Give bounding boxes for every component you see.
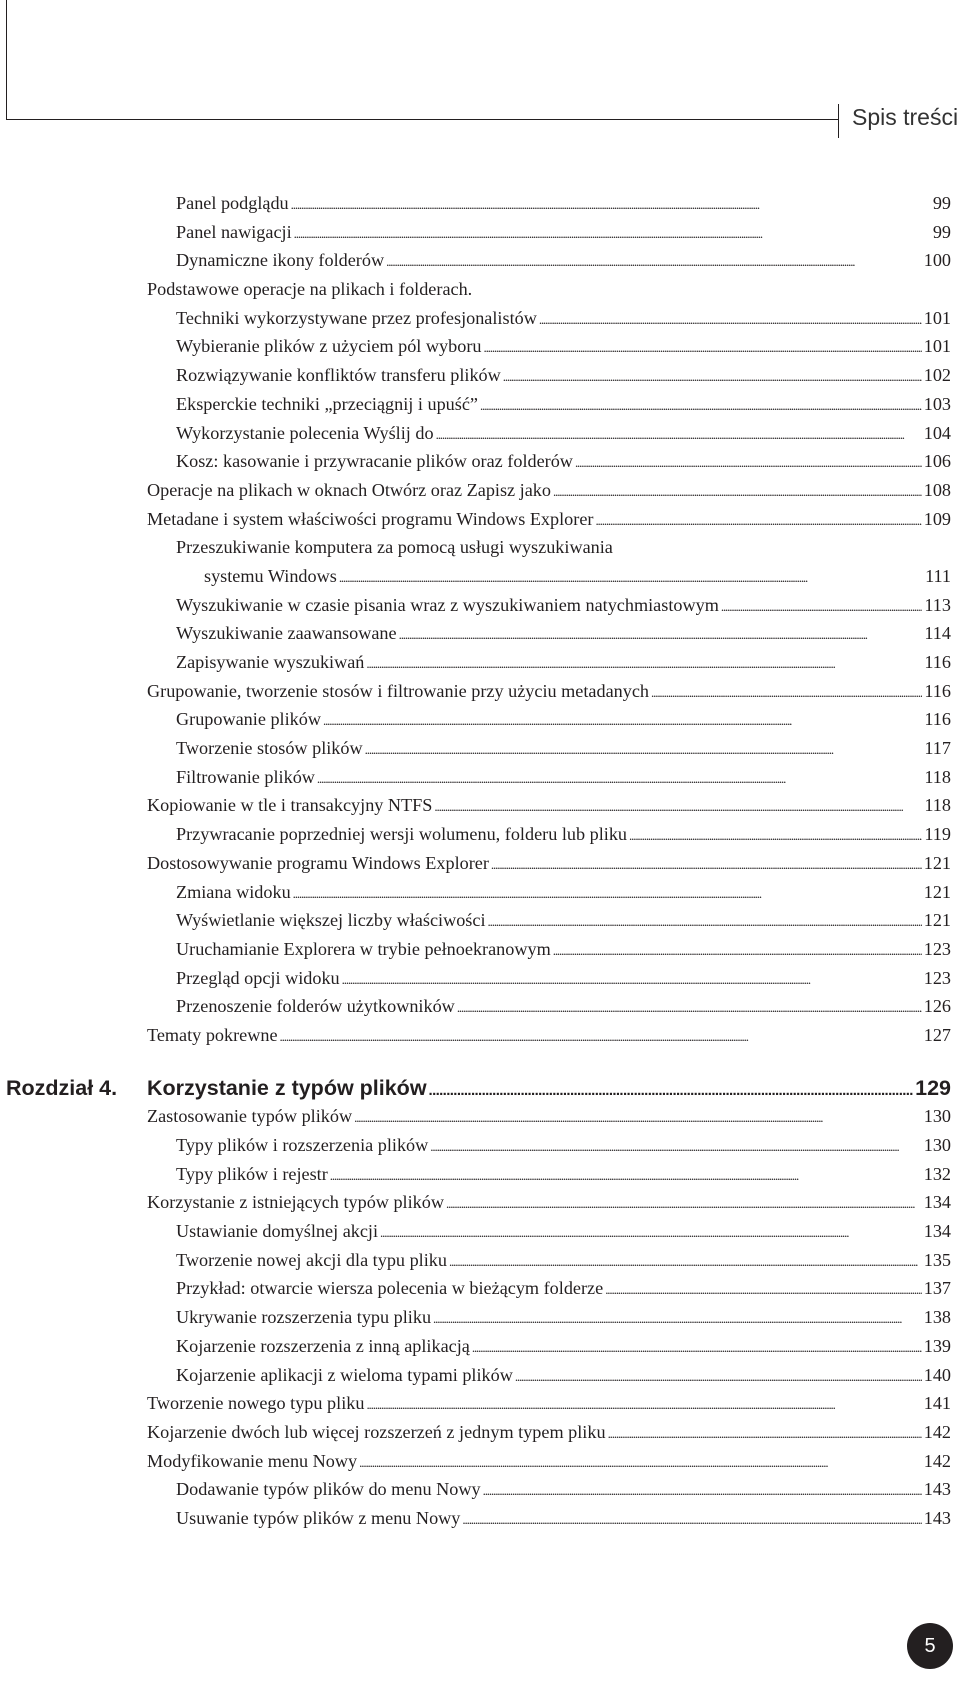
toc-row	[0, 1361, 960, 1390]
dot-leader	[462, 1504, 921, 1535]
toc-entry[interactable]	[176, 1160, 951, 1191]
toc-entry-page: 108	[923, 479, 951, 500]
toc-entry-title: Podstawowe operacje na plikach i folderach.	[147, 279, 473, 300]
toc-entry-page: 99	[932, 221, 951, 242]
toc-entry-page: 121	[923, 910, 951, 931]
toc-row	[0, 419, 960, 448]
toc-row	[0, 878, 960, 907]
toc-entry-page: 137	[923, 1278, 951, 1299]
toc-entry-page: 103	[923, 393, 951, 414]
dot-leader	[515, 1361, 922, 1392]
toc-entry-page: 121	[923, 881, 951, 902]
page-number-badge: 5	[907, 1623, 953, 1669]
dot-leader	[446, 1188, 922, 1219]
toc-entry-page: 104	[923, 422, 951, 443]
table-of-contents	[0, 189, 960, 1533]
toc-entry-title: Wykorzystanie polecenia Wyślij do	[176, 422, 434, 443]
toc-row	[0, 189, 960, 218]
toc-entry-title: Typy plików i rejestr	[176, 1163, 328, 1184]
toc-entry-page: 141	[923, 1393, 951, 1414]
dot-leader	[433, 1303, 922, 1334]
dot-leader	[429, 1074, 914, 1106]
toc-entry-page: 142	[923, 1421, 951, 1442]
toc-entry-page: 116	[924, 652, 951, 672]
toc-entry-page: 101	[923, 336, 951, 357]
toc-entry-title: Panel podglądu	[176, 193, 289, 213]
toc-entry-title: Tworzenie nowej akcji dla typu pliku	[176, 1249, 447, 1270]
toc-row	[0, 591, 960, 620]
toc-entry-page: 134	[923, 1192, 951, 1213]
toc-entry[interactable]	[176, 619, 951, 650]
toc-entry-page: 118	[924, 766, 951, 787]
dot-leader	[483, 332, 921, 363]
toc-row	[0, 505, 960, 534]
dot-leader	[359, 1447, 922, 1478]
toc-row	[0, 1303, 960, 1332]
toc-entry[interactable]	[147, 275, 951, 304]
toc-entry[interactable]	[176, 304, 951, 335]
toc-entry[interactable]	[204, 562, 951, 593]
toc-entry[interactable]	[176, 734, 951, 765]
toc-entry-title: Wyszukiwanie w czasie pisania wraz z wyszukiwaniem natychmiastowym	[176, 594, 719, 615]
toc-entry-title: Zmiana widoku	[176, 881, 291, 902]
toc-entry[interactable]	[176, 218, 951, 249]
toc-entry[interactable]	[176, 878, 951, 909]
dot-leader	[608, 1418, 922, 1449]
toc-entry[interactable]	[147, 677, 951, 708]
dot-leader	[472, 1332, 922, 1363]
toc-row	[0, 246, 960, 275]
dot-leader	[293, 878, 922, 909]
toc-entry[interactable]	[176, 820, 951, 851]
toc-entry-page: 116	[924, 680, 951, 701]
toc-entry-title: Dostosowywanie programu Windows Explorer	[147, 852, 489, 873]
dot-leader	[294, 218, 931, 249]
toc-entry[interactable]	[176, 1303, 951, 1334]
header-rule-vertical	[6, 0, 7, 120]
toc-entry-page: 140	[923, 1364, 951, 1385]
toc-entry-page: 114	[924, 623, 951, 644]
toc-row	[0, 1074, 960, 1103]
toc-entry[interactable]	[147, 1447, 951, 1478]
toc-row	[0, 1217, 960, 1246]
chapter-entry[interactable]	[147, 1074, 951, 1106]
toc-entry-page: 130	[923, 1106, 951, 1127]
dot-leader	[553, 935, 922, 966]
toc-entry-title: Modyfikowanie menu Nowy	[147, 1450, 358, 1471]
toc-row	[0, 1418, 960, 1447]
toc-entry-page: 121	[923, 852, 951, 873]
toc-entry-title: Przykład: otwarcie wiersza polecenia w bieżącym folderze	[176, 1278, 604, 1299]
toc-entry[interactable]	[147, 1389, 951, 1420]
toc-entry-title: Kopiowanie w tle i transakcyjny NTFS	[147, 795, 433, 816]
toc-row	[0, 361, 960, 390]
toc-entry[interactable]	[176, 906, 951, 937]
toc-entry[interactable]	[176, 189, 951, 220]
toc-entry[interactable]	[176, 361, 951, 392]
toc-row	[0, 964, 960, 993]
toc-row	[0, 763, 960, 792]
toc-entry[interactable]	[176, 447, 951, 478]
toc-entry[interactable]	[176, 1217, 951, 1248]
toc-entry-title: Kosz: kasowanie i przywracanie plików oraz folderów	[176, 451, 573, 472]
toc-entry-title: Przenoszenie folderów użytkowników	[176, 996, 455, 1017]
toc-entry-page: 138	[923, 1307, 951, 1328]
toc-row	[0, 275, 960, 304]
section-title: Spis treści	[852, 104, 959, 130]
toc-row	[0, 332, 960, 361]
toc-row	[0, 992, 960, 1021]
toc-row	[0, 1131, 960, 1160]
dot-leader	[480, 390, 922, 421]
toc-entry-page: 123	[923, 938, 951, 959]
toc-entry-title: Operacje na plikach w oknach Otwórz oraz Zapisz jako	[147, 479, 551, 500]
dot-leader	[380, 1217, 922, 1248]
toc-entry-page: 142	[923, 1450, 951, 1471]
toc-row	[0, 1102, 960, 1131]
toc-entry-title: Dynamiczne ikony folderów	[176, 250, 385, 271]
toc-entry-title: Wyszukiwanie zaawansowane	[176, 623, 397, 644]
toc-row	[0, 1389, 960, 1418]
toc-row	[0, 1504, 960, 1533]
toc-row	[0, 849, 960, 878]
toc-row	[0, 734, 960, 763]
dot-leader	[339, 562, 923, 593]
dot-leader	[430, 1131, 921, 1162]
toc-entry[interactable]	[147, 476, 951, 507]
toc-row	[0, 1021, 960, 1050]
toc-entry-page: 106	[923, 451, 951, 472]
toc-entry-page: 100	[923, 250, 951, 271]
toc-entry-title: Rozwiązywanie konfliktów transferu plików	[176, 365, 501, 386]
toc-entry-page: 118	[924, 795, 951, 816]
dot-leader	[605, 1274, 922, 1305]
toc-entry-title: Tworzenie stosów plików	[176, 738, 363, 759]
dot-leader	[503, 361, 922, 392]
toc-entry[interactable]	[147, 1418, 951, 1449]
toc-entry-title: Korzystanie z istniejących typów plików	[147, 1192, 444, 1213]
toc-row	[0, 677, 960, 706]
toc-row	[0, 562, 960, 591]
toc-entry-title: Wyświetlanie większej liczby właściwości	[176, 910, 486, 931]
dot-leader	[651, 677, 922, 708]
toc-row	[0, 1188, 960, 1217]
toc-row	[0, 390, 960, 419]
toc-entry-title: Zastosowanie typów plików	[147, 1106, 353, 1127]
toc-entry[interactable]	[176, 648, 951, 679]
toc-entry[interactable]	[176, 705, 951, 736]
dot-leader	[434, 791, 922, 822]
toc-entry-page: 119	[924, 824, 951, 845]
toc-entry-title: Wybieranie plików z użyciem pól wyboru	[176, 336, 482, 357]
toc-entry-page: 129	[915, 1075, 951, 1100]
dot-leader	[366, 1389, 921, 1420]
toc-entry-title: Przeszukiwanie komputera za pomocą usługi wyszukiwania	[176, 537, 613, 558]
toc-row	[0, 906, 960, 935]
toc-entry-title: Panel nawigacji	[176, 221, 292, 242]
dot-leader	[539, 304, 922, 335]
dot-leader	[323, 705, 922, 736]
chapter-label: Rozdział 4.	[6, 1075, 118, 1100]
toc-entry-title: Usuwanie typów plików z menu Nowy	[176, 1507, 461, 1528]
dot-leader	[365, 734, 923, 765]
toc-row	[0, 1475, 960, 1504]
dot-leader	[280, 1021, 922, 1052]
dot-leader	[483, 1475, 922, 1506]
toc-row	[0, 648, 960, 677]
toc-entry-page: 139	[923, 1335, 951, 1356]
toc-row	[0, 1246, 960, 1275]
dot-leader	[721, 591, 923, 622]
toc-entry[interactable]	[176, 1131, 951, 1162]
dot-leader	[575, 447, 922, 478]
toc-row	[0, 476, 960, 505]
dot-leader	[399, 619, 923, 650]
toc-entry-title: Przywracanie poprzedniej wersji wolumenu, folderu lub pliku	[176, 824, 628, 845]
toc-entry[interactable]	[176, 390, 951, 421]
toc-entry-page: 123	[923, 967, 951, 988]
dot-leader	[436, 419, 922, 450]
dot-leader	[457, 992, 922, 1023]
toc-row	[0, 820, 960, 849]
dot-leader	[595, 505, 921, 536]
dot-leader	[291, 189, 931, 220]
toc-entry[interactable]	[176, 992, 951, 1023]
toc-entry[interactable]	[176, 419, 951, 450]
toc-entry-page: 113	[924, 594, 951, 615]
toc-entry-page: 132	[923, 1163, 951, 1184]
toc-entry[interactable]	[147, 849, 951, 880]
toc-entry-page: 130	[923, 1135, 951, 1155]
toc-entry[interactable]	[147, 1188, 951, 1219]
dot-leader	[488, 906, 922, 937]
toc-entry-page: 143	[923, 1479, 951, 1500]
toc-entry-title: Metadane i system właściwości programu Windows Explorer	[147, 508, 594, 529]
toc-row	[0, 1447, 960, 1476]
toc-entry-page: 101	[923, 307, 951, 328]
toc-entry-page: 134	[923, 1221, 951, 1242]
toc-row	[0, 619, 960, 648]
toc-entry-page: 99	[932, 193, 951, 213]
dot-leader	[491, 849, 922, 880]
toc-entry[interactable]	[176, 763, 951, 794]
toc-entry-title: Dodawanie typów plików do menu Nowy	[176, 1479, 481, 1500]
toc-entry-page: 127	[923, 1024, 951, 1045]
dot-leader	[354, 1102, 922, 1133]
toc-row	[0, 935, 960, 964]
toc-entry[interactable]	[147, 1102, 951, 1133]
toc-entry-title: Zapisywanie wyszukiwań	[176, 652, 365, 672]
toc-row	[0, 1274, 960, 1303]
header-divider	[838, 104, 839, 138]
dot-leader	[342, 964, 922, 995]
toc-entry-page: 117	[924, 738, 951, 759]
toc-entry[interactable]	[176, 1361, 951, 1392]
toc-row	[0, 791, 960, 820]
toc-entry-title: Typy plików i rozszerzenia plików	[176, 1135, 429, 1155]
toc-entry[interactable]	[176, 1504, 951, 1535]
toc-row	[0, 533, 960, 562]
toc-entry-page: 135	[923, 1249, 951, 1270]
toc-entry[interactable]	[176, 935, 951, 966]
toc-entry-title: Tematy pokrewne	[147, 1024, 278, 1045]
toc-entry-page: 109	[923, 508, 951, 529]
toc-entry-page: 102	[923, 365, 951, 386]
dot-leader	[629, 820, 922, 851]
toc-entry-title: Techniki wykorzystywane przez profesjonalistów	[176, 307, 537, 328]
toc-entry[interactable]	[147, 505, 951, 536]
toc-entry-title: Uruchamianie Explorera w trybie pełnoekranowym	[176, 938, 551, 959]
toc-entry[interactable]	[176, 964, 951, 995]
dot-leader	[330, 1160, 922, 1191]
toc-row	[0, 218, 960, 247]
toc-entry-title: Grupowanie, tworzenie stosów i filtrowanie przy użyciu metadanych	[147, 680, 650, 701]
dot-leader	[317, 763, 922, 794]
toc-entry-title: Grupowanie plików	[176, 709, 321, 730]
toc-entry[interactable]	[176, 1332, 951, 1363]
toc-entry-title: Korzystanie z typów plików	[147, 1075, 427, 1100]
toc-entry-title: Ustawianie domyślnej akcji	[176, 1221, 379, 1242]
toc-row	[0, 304, 960, 333]
dot-leader	[553, 476, 922, 507]
toc-entry-title: Ukrywanie rozszerzenia typu pliku	[176, 1307, 432, 1328]
toc-entry[interactable]	[176, 533, 951, 562]
toc-entry[interactable]	[176, 1274, 951, 1305]
dot-leader	[449, 1246, 922, 1277]
toc-entry[interactable]	[147, 1021, 951, 1052]
toc-row	[0, 705, 960, 734]
toc-entry-page: 126	[923, 996, 951, 1017]
toc-row	[0, 447, 960, 476]
toc-entry-title: Tworzenie nowego typu pliku	[147, 1393, 365, 1414]
toc-entry-title: Kojarzenie dwóch lub więcej rozszerzeń z jednym typem pliku	[147, 1421, 606, 1442]
toc-entry[interactable]	[176, 1246, 951, 1277]
toc-entry-title: Kojarzenie aplikacji z wieloma typami plików	[176, 1364, 513, 1385]
toc-entry[interactable]	[176, 1475, 951, 1506]
header-rule-horizontal	[6, 119, 839, 120]
toc-entry[interactable]	[147, 791, 951, 822]
toc-entry-page: 143	[923, 1507, 951, 1528]
dot-leader	[366, 648, 922, 679]
toc-entry-page: 116	[924, 709, 951, 730]
toc-row	[0, 1160, 960, 1189]
toc-entry[interactable]	[176, 332, 951, 363]
toc-entry[interactable]	[176, 591, 951, 622]
toc-entry-title: Kojarzenie rozszerzenia z inną aplikacją	[176, 1335, 470, 1356]
toc-entry-title: systemu Windows	[204, 565, 337, 586]
toc-entry-title: Filtrowanie plików	[176, 766, 315, 787]
toc-entry-title: Przegląd opcji widoku	[176, 967, 340, 988]
toc-entry-title: Eksperckie techniki „przeciągnij i upuść”	[176, 393, 478, 414]
toc-row	[0, 1332, 960, 1361]
dot-leader	[386, 246, 922, 277]
toc-entry[interactable]	[176, 246, 951, 277]
toc-entry-page: 111	[925, 565, 951, 586]
